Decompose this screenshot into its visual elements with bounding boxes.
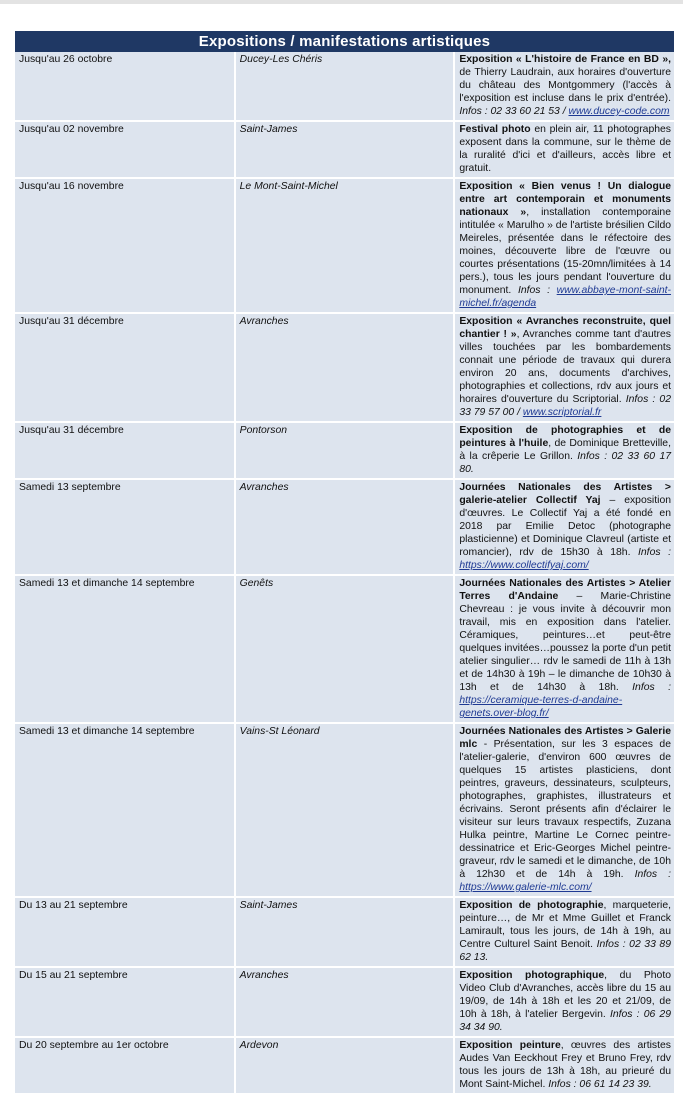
event-place: Saint-James — [235, 121, 455, 178]
event-headline: Exposition « L'histoire de France en BD », — [459, 54, 671, 65]
table-row — [15, 1037, 674, 1094]
event-place: Ducey-Les Chéris — [235, 52, 455, 121]
event-place: Le Mont-Saint-Michel — [235, 178, 455, 313]
table-row — [15, 575, 674, 723]
event-info: Infos : — [517, 285, 557, 296]
event-info: Infos : — [638, 547, 671, 558]
event-link[interactable]: https://ceramique-terres-d-andaine-genets.over-blog.fr/ — [459, 695, 623, 719]
event-text: , Avranches comme tant d'autres villes touchées par les bombardements connait une période de travaux qui durera environ 20 ans, documents d'archives, photographies et collections, rdv aux jours et horaires d'ouverture du Scriptorial. — [459, 329, 671, 405]
event-info: Infos : 02 33 60 17 80. — [459, 451, 672, 475]
event-date: Jusqu'au 16 novembre — [15, 178, 235, 313]
event-headline: Journées Nationales des Artistes > Galerie mlc — [459, 726, 671, 750]
event-text: en plein air, 11 photographes exposent dans la commune, sur le thème de la ruralité d'ici et d'ailleurs, accès libre et gratuit. — [459, 124, 671, 174]
events-table — [15, 31, 674, 1095]
event-link[interactable]: www.scriptorial.fr — [522, 407, 602, 418]
event-description — [454, 178, 674, 313]
event-headline: Journées Nationales des Artistes > Atelier Terres d'Andaine — [459, 578, 671, 602]
event-place: Avranches — [235, 313, 455, 422]
event-date: Du 13 au 21 septembre — [15, 897, 235, 967]
table-row — [15, 121, 674, 178]
event-link[interactable]: https://www.galerie-mlc.com/ — [459, 882, 592, 893]
event-description — [454, 313, 674, 422]
event-place: Saint-James — [235, 897, 455, 967]
event-description — [454, 967, 674, 1037]
event-description — [454, 1037, 674, 1094]
top-separator — [0, 0, 683, 4]
event-description — [454, 52, 674, 121]
event-headline: Exposition de photographies et de peintures à l'huile — [459, 425, 671, 449]
event-place: Pontorson — [235, 422, 455, 479]
event-date: Jusqu'au 31 décembre — [15, 313, 235, 422]
event-place: Avranches — [235, 479, 455, 575]
event-date: Samedi 13 et dimanche 14 septembre — [15, 575, 235, 723]
event-date: Jusqu'au 26 octobre — [15, 52, 235, 121]
event-place: Avranches — [235, 967, 455, 1037]
event-headline: Festival photo — [459, 124, 531, 135]
event-date: Jusqu'au 02 novembre — [15, 121, 235, 178]
event-description — [454, 121, 674, 178]
table-row — [15, 723, 674, 897]
event-text: , de Dominique Bretteville, à la crêperie Le Grillon. — [459, 438, 671, 462]
event-info: Infos : — [634, 869, 671, 880]
event-text: - Présentation, sur les 3 espaces de l'atelier-galerie, d'environ 600 œuvres de quelques 15 artistes plasticiens, dont peintres, graveurs, dessinateurs, sculpteurs, photographes, graphistes, illustrateurs et écrivains. Seront présents afin d'éclairer le visiteur sur leurs travaux respectifs, Zuzana Hulka peintre, Martine Le Cornec peintre-dessinatrice et Eric-Georges Michel peintre-graveur, rdv le samedi et le dimanche, de 10h à 12h30 et de 14h à 19h. — [459, 739, 671, 880]
event-link[interactable]: www.ducey-code.com — [568, 106, 670, 117]
event-place: Genêts — [235, 575, 455, 723]
event-date: Samedi 13 septembre — [15, 479, 235, 575]
event-text: , du Photo Video Club d'Avranches, accès libre du 15 au 19/09, de 14h à 18h et les 20 et 21/09, de 10h à 18h, à l'atelier Bergevin. — [459, 970, 672, 1020]
event-description — [454, 723, 674, 897]
events-body — [15, 52, 674, 1094]
event-date: Jusqu'au 31 décembre — [15, 422, 235, 479]
event-info: Infos : 02 33 60 21 53 / — [459, 106, 569, 117]
event-headline: Exposition « Bien venus ! Un dialogue entre art contemporain et monuments nationaux » — [459, 181, 671, 218]
event-headline: Exposition de photographie — [459, 900, 604, 911]
event-description — [454, 479, 674, 575]
event-headline: Journées Nationales des Artistes > galerie-atelier Collectif Yaj — [459, 482, 671, 506]
event-info: Infos : 02 33 89 62 13. — [459, 939, 671, 963]
event-description — [454, 897, 674, 967]
event-text: – Marie-Christine Chevreau : je vous invite à découvrir mon travail, mis en exposition dans l'atelier. Céramiques, peintures…et peut-être quelques invitées…poussez la porte d'un petit atelier singulier… rdv le samedi de 11h à 13h et de 14h30 à 19h – le dimanche de 10h30 à 13h et de 14h30 à 18h. — [459, 591, 671, 693]
table-row — [15, 967, 674, 1037]
event-link[interactable]: www.abbaye-mont-saint-michel.fr/agenda — [459, 285, 672, 309]
event-description — [454, 575, 674, 723]
table-row — [15, 479, 674, 575]
table-row — [15, 52, 674, 121]
table-row — [15, 422, 674, 479]
table-row — [15, 897, 674, 967]
event-description — [454, 422, 674, 479]
event-headline: Exposition peinture — [459, 1040, 561, 1051]
event-date: Samedi 13 et dimanche 14 septembre — [15, 723, 235, 897]
event-text: , œuvres des artistes Audes Van Eeckhout Frey et Bruno Frey, rdv tous les jours de 13h à 18h, au prieuré du Mont Saint-Michel. — [459, 1040, 671, 1090]
event-info: Infos : — [632, 682, 671, 693]
event-info: Infos : 02 33 79 57 00 / — [459, 394, 671, 418]
event-text: , installation contemporaine intitulée « Marulho » de l'artiste brésilien Cildo Meireles, présentée dans le réfectoire des moines, découverte libre de l'œuvre ou courtes présentations (15-20mn/limitées à 14 pers.), tous les jours pendant l'ouverture du monument. — [459, 207, 671, 296]
event-headline: Exposition photographique — [459, 970, 605, 981]
event-text: – exposition d'œuvres. Le Collectif Yaj a été fondé en 2018 par Emilie Detoc (photographe plasticienne) et Dominique Clavreul (artiste et romancier), rdv de 15h30 à 18h. — [459, 495, 671, 558]
event-link[interactable]: https://www.collectifyaj.com/ — [459, 560, 589, 571]
table-title: Expositions / manifestations artistiques — [15, 31, 674, 52]
event-date: Du 15 au 21 septembre — [15, 967, 235, 1037]
event-info: Infos : 06 61 14 23 39. — [548, 1079, 652, 1090]
table-row — [15, 313, 674, 422]
event-info: Infos : 06 29 34 34 90. — [459, 1009, 671, 1033]
event-text: de Thierry Laudrain, aux horaires d'ouverture du château des Montgommery (l'accès à l'exposition est incluse dans le prix d'entrée). — [459, 67, 671, 104]
table-row — [15, 178, 674, 313]
event-date: Du 20 septembre au 1er octobre — [15, 1037, 235, 1094]
event-place: Vains-St Léonard — [235, 723, 455, 897]
event-text: , marqueterie, peinture…, de Mr et Mme Guillet et Franck Lamirault, tous les jours, de 14h à 19h, au Centre Culturel Saint Benoit. — [459, 900, 672, 950]
event-place: Ardevon — [235, 1037, 455, 1094]
event-headline: Exposition « Avranches reconstruite, quel chantier ! » — [459, 316, 671, 340]
